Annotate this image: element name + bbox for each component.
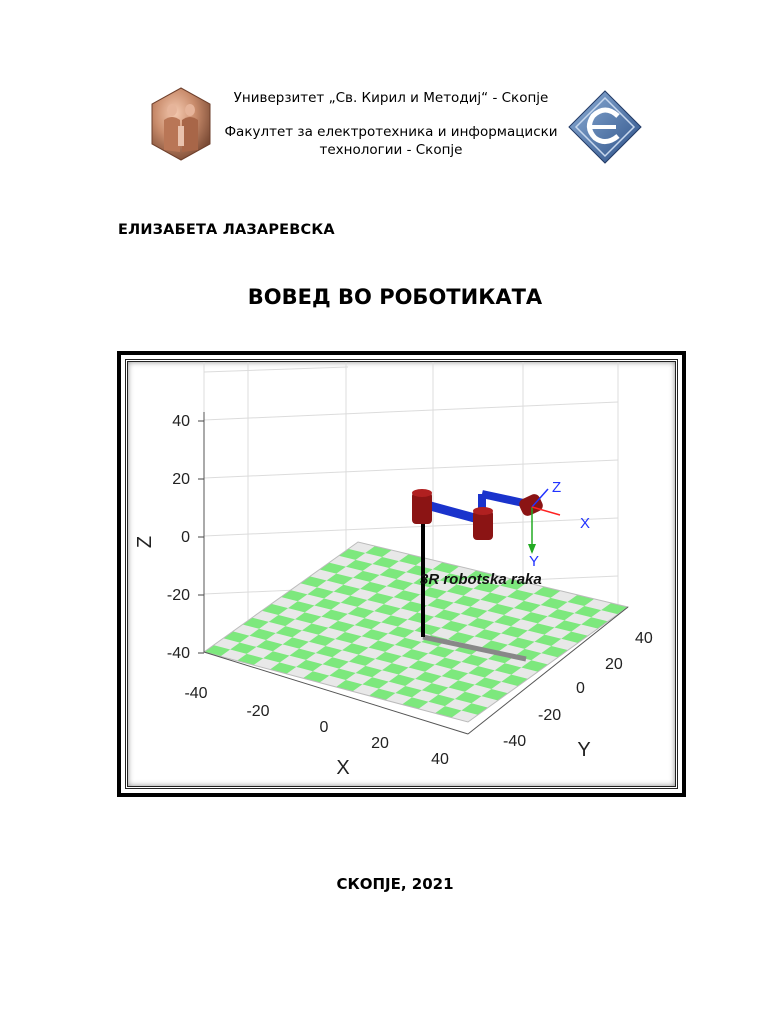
x-axis-label: X (336, 757, 350, 779)
cover-figure (117, 351, 686, 797)
x-tick: -20 (246, 703, 270, 720)
university-name: Универзитет „Св. Кирил и Методиј“ - Скопје (233, 90, 549, 106)
joint-2 (473, 507, 493, 540)
faculty-name-line-1: Факултет за електротехника и информациски (224, 124, 558, 140)
y-tick: 40 (635, 630, 653, 647)
robot-arm-plot (128, 362, 675, 786)
place-and-year: СКОПЈЕ, 2021 (336, 875, 454, 893)
frame-y-label: Y (529, 553, 540, 570)
author-name: ЕЛИЗАБЕТА ЛАЗАРЕВСКА (118, 222, 335, 238)
z-tick: 20 (172, 471, 190, 488)
frame-z-label: Z (552, 479, 562, 496)
z-tick: 0 (181, 529, 190, 546)
y-tick: -20 (538, 707, 562, 724)
faculty-logo-icon (568, 90, 642, 164)
z-tick: -40 (166, 645, 190, 662)
z-tick: -20 (166, 587, 190, 604)
z-tick: 40 (172, 413, 190, 430)
joint-1 (412, 489, 432, 524)
faculty-name-line-2: технологии - Скопје (319, 142, 463, 158)
book-title: ВОВЕД ВО РОБОТИКАТА (247, 285, 543, 309)
university-seal-icon (148, 86, 214, 162)
frame-x-label: X (580, 515, 591, 532)
figure-inner-frame (125, 359, 678, 789)
y-tick: 0 (576, 680, 585, 697)
z-axis-ticks (167, 413, 204, 662)
x-tick: 0 (319, 719, 329, 736)
joint-3 (517, 492, 545, 518)
arm-annotation: 3R robotska raka (420, 571, 542, 588)
x-tick: 40 (431, 751, 449, 768)
x-tick: -40 (184, 685, 208, 702)
z-axis-label: Z (134, 535, 156, 549)
end-effector-frame (528, 479, 590, 570)
y-axis-label: Y (577, 739, 591, 761)
y-tick: -40 (503, 733, 527, 750)
x-tick: 20 (371, 735, 389, 752)
y-tick: 20 (605, 656, 623, 673)
checkered-floor (204, 542, 628, 722)
